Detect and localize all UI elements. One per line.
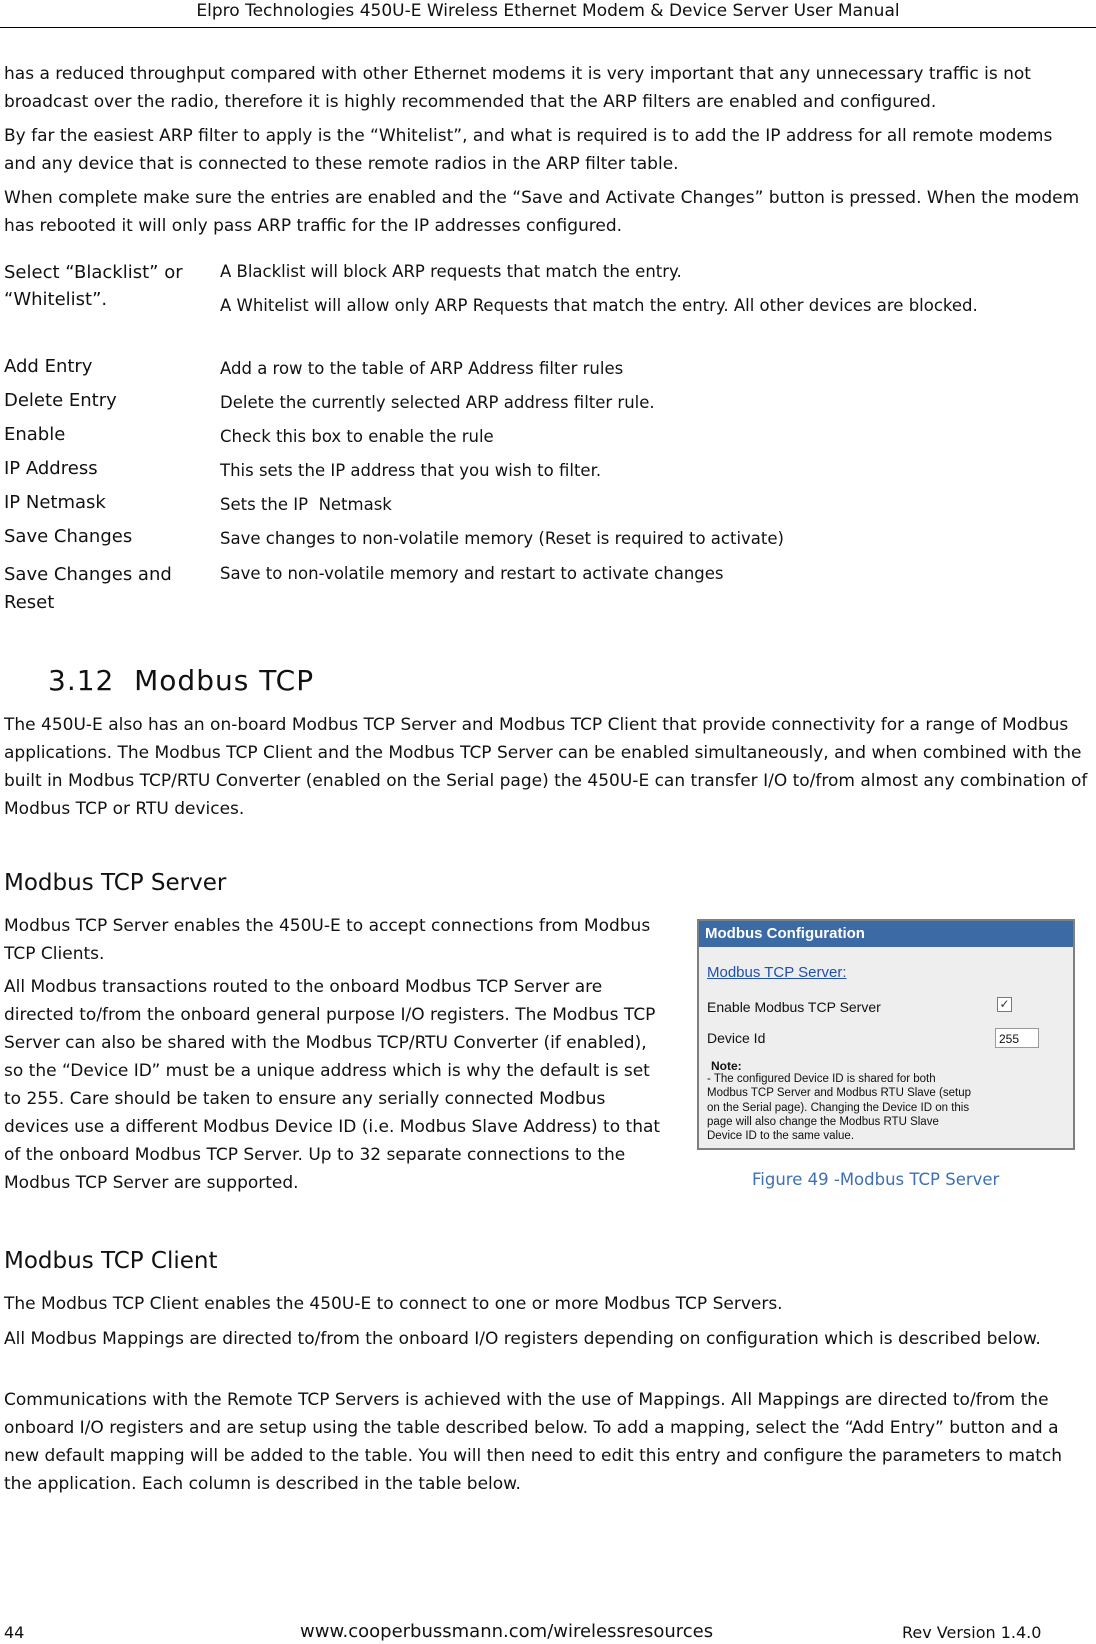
client-paragraph-1: The Modbus TCP Client enables the 450U-E to connect to one or more Modbus TCP Servers. bbox=[4, 1294, 783, 1314]
def-desc-add-entry: Add a row to the table of ARP Address filter rules bbox=[220, 359, 624, 378]
panel-body bbox=[699, 947, 1073, 1148]
def-term-ip-address: IP Address bbox=[4, 458, 98, 479]
def-term-add-entry: Add Entry bbox=[4, 356, 93, 377]
server-paragraph-2: All Modbus transactions routed to the onboard Modbus TCP Server are directed to/from the onboard general purpose I/O registers. The Modbus TCP Server can also be shared with the Modbus TCP/RTU Converter (if enabled), so the “Device ID” must be a unique address which is why the default is set to 255. Care should be taken to ensure any serially connected Modbus devices use a different Modbus Device ID (i.e. Modbus Slave Address) to that of the onboard Modbus TCP Server. Up to 32 separate connections to the Modbus TCP Server are supported. bbox=[4, 977, 661, 1193]
client-paragraph-2: All Modbus Mappings are directed to/from the onboard I/O registers depending on configuration which is described below. bbox=[4, 1329, 1041, 1349]
header-divider bbox=[0, 27, 1096, 28]
server-heading: Modbus TCP Server bbox=[4, 870, 227, 896]
device-id-input[interactable]: 255 bbox=[995, 1028, 1039, 1048]
note-text: - The configured Device ID is shared for both Modbus TCP Server and Modbus RTU Slave (setup on the Serial page). Changing the Device ID on this page will also change the Modbus RTU Slave Device ID to the same value. bbox=[707, 1073, 971, 1143]
revision-label: Rev Version 1.4.0 bbox=[902, 1623, 1042, 1642]
server-paragraph-1: Modbus TCP Server enables the 450U-E to accept connections from Modbus TCP Clients. bbox=[4, 916, 651, 964]
def-desc-enable: Check this box to enable the rule bbox=[220, 427, 494, 446]
intro-paragraph-3: When complete make sure the entries are enabled and the “Save and Activate Changes” button is pressed. When the modem has rebooted it will only pass ARP traffic for the IP addresses configured. bbox=[4, 188, 1080, 236]
enable-server-label: Enable Modbus TCP Server bbox=[707, 999, 881, 1015]
panel-title: Modbus Configuration bbox=[699, 921, 1073, 947]
device-id-label: Device Id bbox=[707, 1030, 766, 1046]
intro-paragraph-1: has a reduced throughput compared with other Ethernet modems it is very important that any unnecessary traffic is not broadcast over the radio, therefore it is highly recommended that the ARP filters are enabled and configured. bbox=[4, 64, 1031, 112]
modbus-tcp-server-link[interactable]: Modbus TCP Server: bbox=[707, 964, 847, 981]
def-desc-ip-netmask: Sets the IP Netmask bbox=[220, 495, 392, 514]
modbus-config-panel bbox=[697, 919, 1075, 1150]
def-desc-ip-address: This sets the IP address that you wish to filter. bbox=[220, 461, 602, 480]
def-term-select-list: Select “Blacklist” or “Whitelist”. bbox=[4, 262, 183, 310]
figure-caption: Figure 49 -Modbus TCP Server bbox=[752, 1170, 1000, 1189]
def-desc-whitelist: A Whitelist will allow only ARP Requests that match the entry. All other devices are blocked. bbox=[220, 296, 978, 315]
def-desc-save-changes-reset: Save to non-volatile memory and restart to activate changes bbox=[220, 564, 724, 583]
def-term-enable: Enable bbox=[4, 424, 66, 445]
page-header: Elpro Technologies 450U-E Wireless Ethernet Modem & Device Server User Manual bbox=[196, 1, 900, 21]
def-term-ip-netmask: IP Netmask bbox=[4, 492, 106, 513]
client-heading: Modbus TCP Client bbox=[4, 1248, 218, 1274]
def-desc-save-changes: Save changes to non-volatile memory (Reset is required to activate) bbox=[220, 529, 784, 548]
def-term-delete-entry: Delete Entry bbox=[4, 390, 117, 411]
section-paragraph: The 450U-E also has an on-board Modbus TCP Server and Modbus TCP Client that provide connectivity for a range of Modbus applications. The Modbus TCP Client and the Modbus TCP Server can be enabled simultaneously, and when combined with the built in Modbus TCP/RTU Converter (enabled on the Serial page) the 450U-E can transfer I/O to/from almost any combination of Modbus TCP or RTU devices. bbox=[4, 715, 1088, 819]
intro-paragraph-2: By far the easiest ARP filter to apply is the “Whitelist”, and what is required is to add the IP address for all remote modems and any device that is connected to these remote radios in the ARP filter table. bbox=[4, 126, 1053, 174]
def-desc-blacklist: A Blacklist will block ARP requests that match the entry. bbox=[220, 262, 682, 281]
def-term-save-changes: Save Changes bbox=[4, 526, 133, 547]
section-heading: 3.12 Modbus TCP bbox=[48, 664, 315, 697]
page-number: 44 bbox=[4, 1623, 25, 1642]
note-title: Note: bbox=[711, 1059, 742, 1073]
def-term-save-changes-reset: Save Changes and Reset bbox=[4, 564, 172, 613]
client-paragraph-3: Communications with the Remote TCP Servers is achieved with the use of Mappings. All Mappings are directed to/from the onboard I/O registers and are setup using the table described below. To add a mapping, select the “Add Entry” button and a new default mapping will be added to the table. You will then need to edit this entry and configure the parameters to match the application. Each column is described in the table below. bbox=[4, 1390, 1063, 1494]
enable-server-checkbox[interactable]: ✓ bbox=[997, 997, 1012, 1012]
footer-url[interactable]: www.cooperbussmann.com/wirelessresources bbox=[300, 1621, 714, 1642]
def-desc-delete-entry: Delete the currently selected ARP address filter rule. bbox=[220, 393, 655, 412]
